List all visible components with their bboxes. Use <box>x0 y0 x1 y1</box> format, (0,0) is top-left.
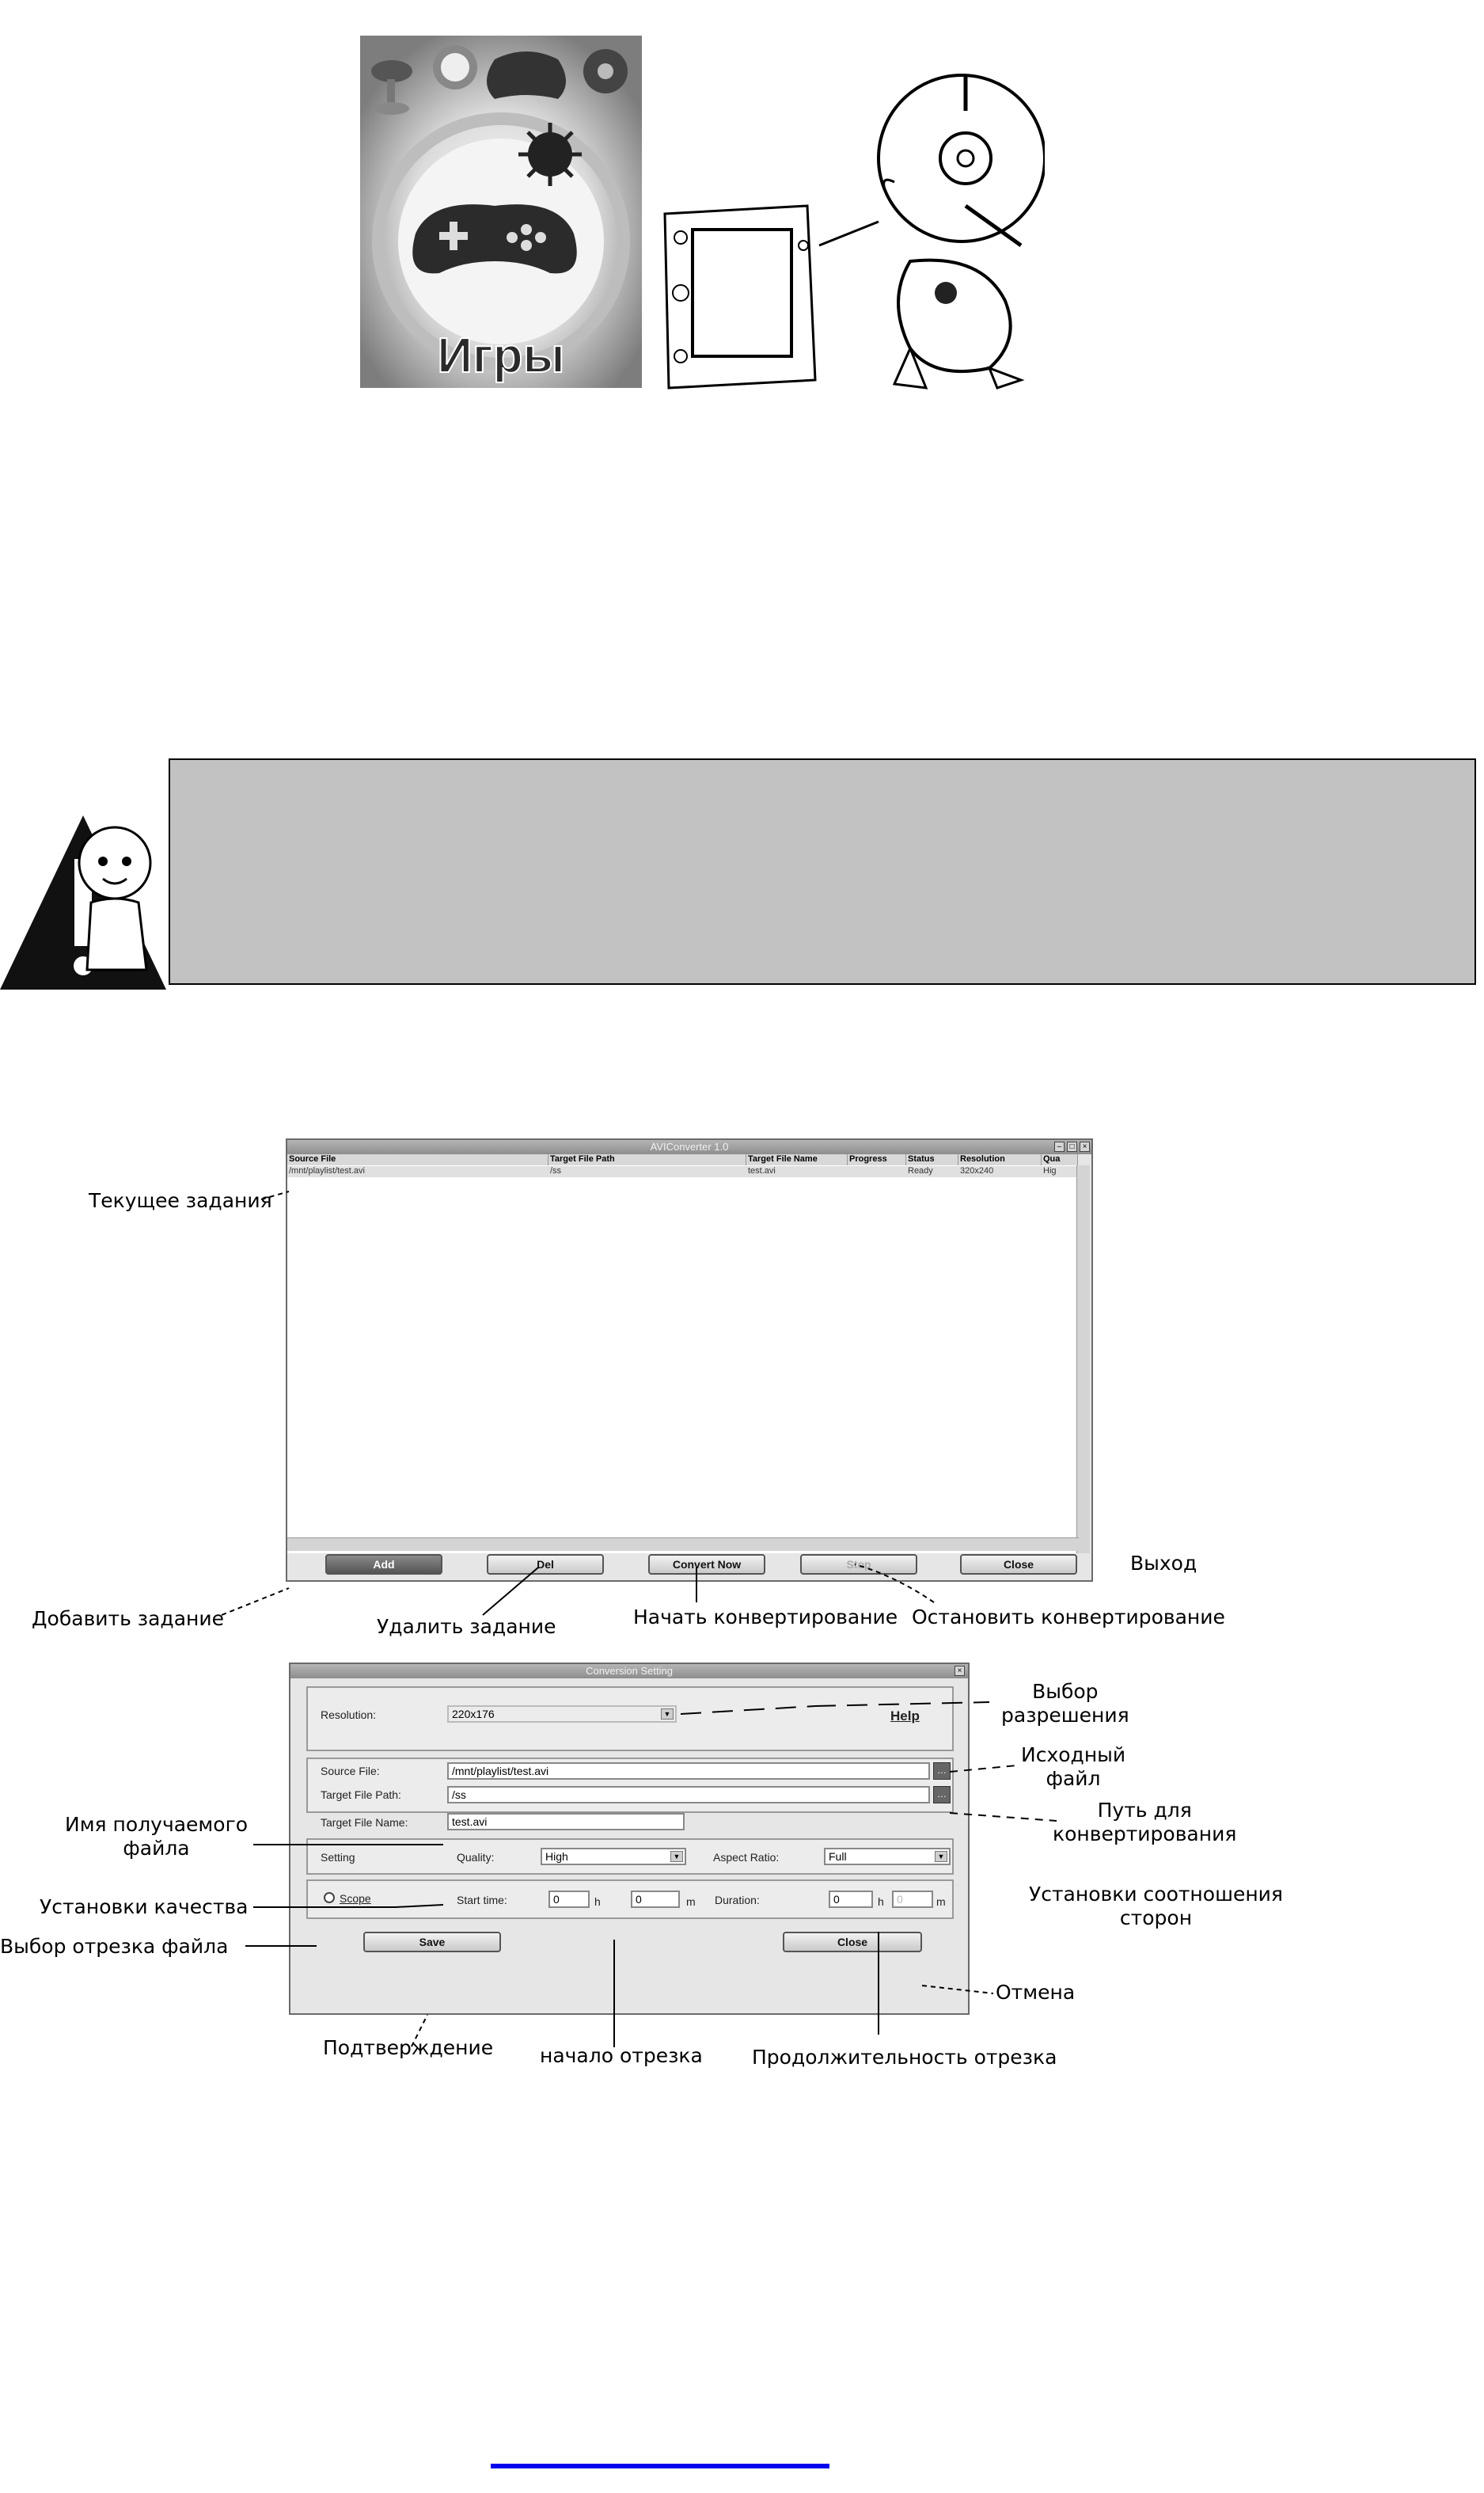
column-header[interactable]: Status <box>906 1154 958 1165</box>
callout-source-file: Исходный файл <box>1021 1743 1126 1790</box>
close-icon[interactable]: × <box>1080 1142 1090 1152</box>
convert-now-button[interactable]: Convert Now <box>648 1554 765 1575</box>
callout-stop-convert: Остановить конвертирование <box>912 1606 1225 1628</box>
duration-minute-input[interactable]: 0 <box>892 1891 933 1908</box>
callout-quality: Установки качества <box>40 1895 249 1918</box>
chevron-down-icon[interactable]: ▼ <box>661 1708 674 1720</box>
table-cell: Ready <box>908 1166 933 1176</box>
source-file-label: Source File: <box>321 1765 380 1777</box>
start-time-label: Start time: <box>457 1894 507 1906</box>
callout-segment: Выбор отрезка файла <box>0 1935 229 1958</box>
callout-delete-task: Удалить задание <box>377 1615 556 1638</box>
callout-add-task: Добавить задание <box>32 1607 224 1630</box>
table-cell: 320x240 <box>960 1166 994 1176</box>
start-minute-unit: m <box>686 1895 696 1908</box>
quality-value: High <box>545 1850 568 1863</box>
start-hour-unit: h <box>594 1895 601 1908</box>
add-button[interactable]: Add <box>325 1554 442 1575</box>
minimize-icon[interactable]: – <box>1054 1142 1065 1152</box>
chevron-down-icon[interactable]: ▼ <box>670 1851 683 1862</box>
resolution-label: Resolution: <box>321 1708 377 1721</box>
browse-target-button[interactable]: … <box>933 1786 951 1803</box>
duration-hour-unit: h <box>878 1895 884 1908</box>
callout-segment-start: начало отрезка <box>540 2044 703 2067</box>
target-path-label: Target File Path: <box>321 1788 401 1801</box>
callout-choose-resolution: Выбор разрешения <box>1001 1680 1129 1727</box>
browse-source-button[interactable]: … <box>933 1762 951 1780</box>
aspect-ratio-label: Aspect Ratio: <box>713 1851 780 1864</box>
target-name-input[interactable]: test.avi <box>447 1813 685 1830</box>
setting-window-title: Conversion Setting <box>586 1665 673 1677</box>
callout-convert-path: Путь для конвертирования <box>1053 1799 1237 1845</box>
table-cell: /mnt/playlist/test.avi <box>289 1166 365 1176</box>
callout-exit: Выход <box>1130 1552 1197 1575</box>
games-caption: Игры <box>437 329 565 383</box>
save-button[interactable]: Save <box>363 1932 501 1952</box>
close-icon[interactable]: × <box>955 1666 965 1676</box>
resolution-value: 220x176 <box>452 1708 495 1720</box>
chevron-down-icon[interactable]: ▼ <box>935 1851 947 1862</box>
start-hour-input[interactable]: 0 <box>548 1891 590 1908</box>
callout-target-name: Имя получаемого файла <box>65 1813 249 1860</box>
table-cell: /ss <box>550 1166 562 1176</box>
column-header[interactable]: Source File <box>287 1154 548 1165</box>
help-link[interactable]: Help <box>890 1708 920 1723</box>
column-header[interactable]: Qua <box>1042 1154 1078 1165</box>
callout-cancel: Отмена <box>996 1981 1076 2004</box>
callout-confirm: Подтверждение <box>323 2036 494 2059</box>
maximize-icon[interactable]: □ <box>1067 1142 1077 1152</box>
aspect-ratio-value: Full <box>829 1850 847 1863</box>
setting-label: Setting <box>321 1851 355 1864</box>
column-header[interactable]: Target File Name <box>746 1154 848 1165</box>
callout-segment-duration: Продолжительность отрезка <box>752 2046 1057 2069</box>
stop-button[interactable]: Stop <box>800 1554 917 1575</box>
scope-label: Scope <box>340 1892 371 1905</box>
callout-start-convert: Начать конвертирование <box>633 1606 898 1628</box>
quality-label: Quality: <box>457 1851 495 1864</box>
duration-hour-input[interactable]: 0 <box>829 1891 873 1908</box>
start-minute-input[interactable]: 0 <box>631 1891 680 1908</box>
main-window-title: AVIConverter 1.0 <box>650 1141 729 1153</box>
duration-minute-unit: m <box>936 1895 946 1908</box>
source-file-input[interactable]: /mnt/playlist/test.avi <box>447 1762 930 1780</box>
bottom-link-underline[interactable] <box>491 2464 829 2468</box>
del-button[interactable]: Del <box>487 1554 604 1575</box>
cancel-close-button[interactable]: Close <box>783 1932 922 1952</box>
column-header[interactable]: Progress <box>848 1154 906 1165</box>
column-header[interactable]: Target File Path <box>548 1154 746 1165</box>
target-path-input[interactable]: /ss <box>447 1786 930 1803</box>
target-name-label: Target File Name: <box>321 1816 408 1829</box>
duration-label: Duration: <box>715 1894 760 1906</box>
close-button[interactable]: Close <box>960 1554 1077 1575</box>
table-cell: test.avi <box>748 1166 776 1176</box>
callout-current-tasks: Текущее задания <box>89 1189 272 1212</box>
column-header[interactable]: Resolution <box>958 1154 1042 1165</box>
callout-aspect: Установки соотношения сторон <box>1029 1883 1283 1929</box>
table-cell: Hig <box>1043 1166 1057 1176</box>
